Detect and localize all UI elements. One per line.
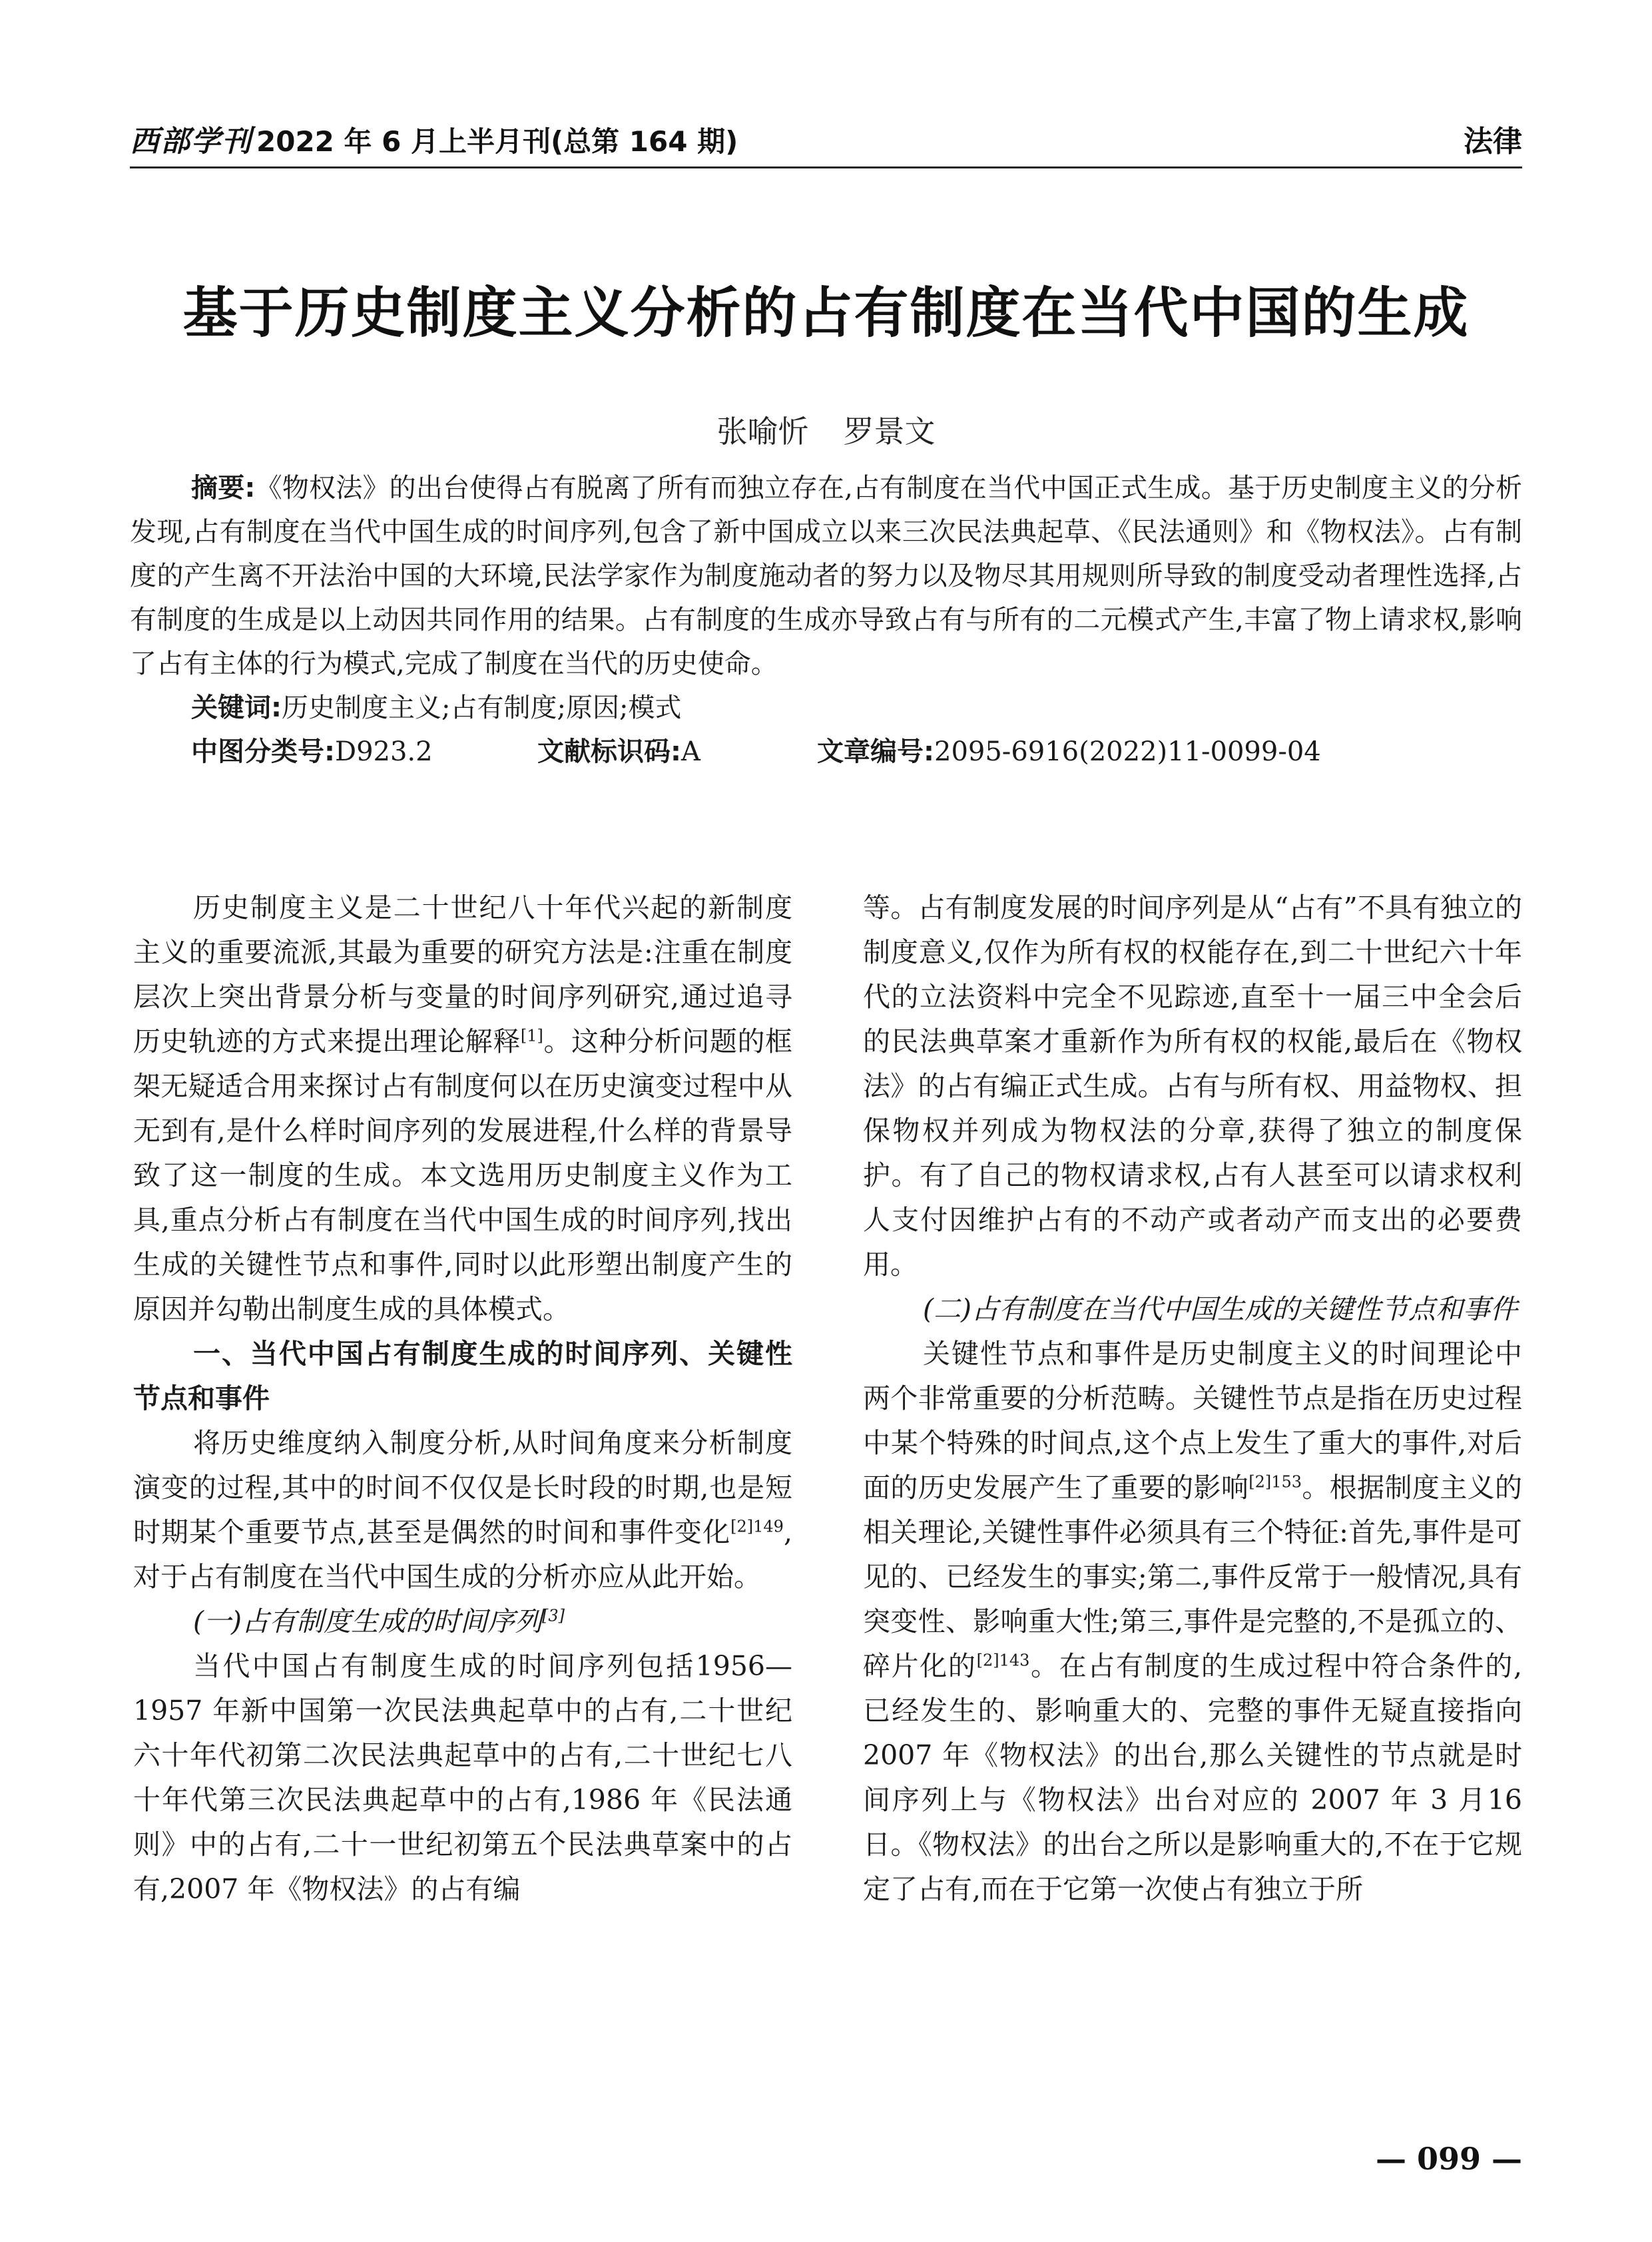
running-header bbox=[130, 112, 1522, 168]
author-name: 罗景文 bbox=[843, 414, 936, 449]
journal-issue: 2022 年 6 月上半月刊(总第 164 期) bbox=[256, 125, 738, 158]
abstract-label: 摘要: bbox=[191, 473, 256, 503]
journal-info bbox=[130, 117, 738, 160]
section-heading: 一、当代中国占有制度生成的时间序列、关键性节点和事件 bbox=[133, 1338, 792, 1414]
subsection-heading: (二)占有制度在当代中国生成的关键性节点和事件 bbox=[923, 1293, 1517, 1325]
abstract-text: 《物权法》的出台使得占有脱离了所有而独立存在,占有制度在当代中国正式生成。基于历史制度主义的分析发现,占有制度在当代中国生成的时间序列,包含了新中国成立以来三次民法典起草、《民法通则》和《物权法》。占有制度的产生离不开法治中国的大环境,民法学家作为制度施动者的努力以及物尽其用规则所导致的制度受动者理性选择,占有制度的生成是以上动因共同作用的结果。占有制度的生成亦导致占有与所有的二元模式产生,丰富了物上请求权,影响了占有主体的行为模式,完成了制度在当代的历史使命。 bbox=[130, 473, 1523, 679]
abstract-block bbox=[130, 466, 1522, 774]
paragraph: 将历史维度纳入制度分析,从时间角度来分析制度演变的过程,其中的时间不仅仅是长时段的时期,也是短时期某个重要节点,甚至是偶然的时间和事件变化$^{[2]149}$,对于占有制度在当代中国生成的分析亦应从此开始。 bbox=[133, 1427, 792, 1593]
citation: [1] bbox=[520, 1026, 543, 1045]
abstract bbox=[130, 466, 1522, 686]
paragraph: 当代中国占有制度生成的时间序列包括1956—1957 年新中国第一次民法典起草中的占有,二十世纪六十年代初第二次民法典起草中的占有,二十世纪七八十年代第三次民法典起草中的占有,1986 年《民法通则》中的占有,二十一世纪初第五个民法典草案中的占有,2007 年《物权法》的占有编 bbox=[133, 1650, 792, 1905]
body-column-right bbox=[863, 886, 1522, 1912]
author-name: 张喻忻 bbox=[716, 414, 809, 449]
paragraph: 等。占有制度发展的时间序列是从“占有”不具有独立的制度意义,仅作为所有权的权能存在,到二十世纪六十年代的立法资料中完全不见踪迹,直至十一届三中全会后的民法典草案才重新作为所有权的权能,最后在《物权法》的占有编正式生成。占有与所有权、用益物权、担保物权并列成为物权法的分章,获得了独立的制度保护。有了自己的物权请求权,占有人甚至可以请求权利人支付因维护占有的不动产或者动产而支出的必要费用。 bbox=[863, 892, 1522, 1280]
subsection-heading: (一)占有制度生成的时间序列[3] bbox=[193, 1605, 565, 1637]
document-code: 文献标识码:A bbox=[537, 736, 700, 767]
keywords-text: 历史制度主义;占有制度;原因;模式 bbox=[282, 693, 682, 723]
classification-row bbox=[130, 730, 1522, 774]
article-number: 文章编号:2095-6916(2022)11-0099-04 bbox=[817, 736, 1321, 767]
clc-number: 中图分类号:D923.2 bbox=[191, 736, 433, 767]
section-tag: 法律 bbox=[1464, 125, 1522, 158]
paragraph: 关键性节点和事件是历史制度主义的时间理论中两个非常重要的分析范畴。关键性节点是指在历史过程中某个特殊的时间点,这个点上发生了重大的事件,对后面的历史发展产生了重要的影响$^{[2]153}$。根据制度主义的相关理论,关键性事件必须具有三个特征:首先,事件是可见的、已经发生的事实;第二,事件反常于一般情况,具有突变性、影响重大性;第三,事件是完整的,不是孤立的、碎片化的$^{[2]143}$。在占有制度的生成过程中符合条件的,已经发生的、影响重大的、完整的事件无疑直接指向 2007 年《物权法》的出台,那么关键性的节点就是时间序列上与《物权法》出台对应的 2007 年 3 月16 日。《物权法》的出台之所以是影响重大的,不在于它规定了占有,而在于它第一次使占有独立于所 bbox=[863, 1338, 1523, 1905]
journal-logo: 西部学刊 bbox=[130, 125, 252, 158]
paragraph: 历史制度主义是二十世纪八十年代兴起的新制度主义的重要流派,其最为重要的研究方法是:注重在制度层次上突出背景分析与变量的时间序列研究,通过追寻历史轨迹的方式来提出理论解释[1]。这种分析问题的框架无疑适合用来探讨占有制度何以在历史演变过程中从无到有,是什么样时间序列的发展进程,什么样的背景导致了这一制度的生成。本文选用历史制度主义作为工具,重点分析占有制度在当代中国生成的时间序列,找出生成的关键性节点和事件,同时以此形塑出制度产生的原因并勾勒出制度生成的具体模式。 bbox=[133, 892, 793, 1325]
citation: [2]143 bbox=[976, 1651, 1030, 1670]
body-column-left bbox=[133, 886, 792, 1912]
citation: [2]153 bbox=[1248, 1472, 1302, 1492]
page-number: — 099 — bbox=[1375, 2141, 1522, 2177]
citation: [3] bbox=[542, 1606, 565, 1625]
keywords bbox=[130, 686, 1522, 730]
keywords-label: 关键词: bbox=[191, 693, 282, 723]
citation: [2]149 bbox=[730, 1517, 784, 1536]
article-title: 基于历史制度主义分析的占有制度在当代中国的生成 bbox=[182, 282, 1470, 345]
author-list bbox=[130, 408, 1522, 451]
